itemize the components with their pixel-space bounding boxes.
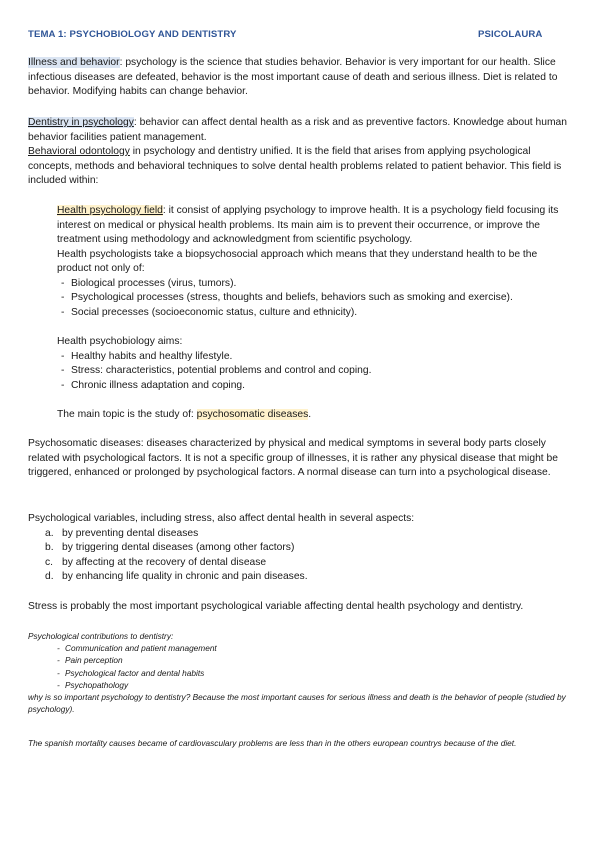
list-item: - Chronic illness adaptation and coping. <box>57 379 573 394</box>
aims-section <box>57 335 573 393</box>
approach-text: Health psychologists take a biopsychosocial approach which means that they understand health to be the product not only of: <box>57 248 538 274</box>
list-item: - Stress: characteristics, potential problems and control and coping. <box>57 364 573 379</box>
list-text: by preventing dental diseases <box>62 527 199 539</box>
health-field-text: : it consist of applying psychology to improve health. It is a psychology field focusing its interest on medical or physical health problems. Its main aim is to prevent their occurrence, or improve the treatment using methodology and acknowledgment from scientific psychology. <box>57 205 559 245</box>
list-marker: d. <box>45 571 54 582</box>
contributions-section <box>28 630 574 715</box>
contributions-list <box>28 642 574 691</box>
intro-text: : psychology is the science that studies behavior. Behavior is very important for our health. Slice infectious diseases are defeated, behavior is the most important cause of death and serious illness. Diet is related to behavior. Modifying habits can change behavior. <box>28 57 558 97</box>
list-marker: b. <box>45 542 54 553</box>
mortality-note: The spanish mortality causes became of cardiovasculary problems are less than in the others european countrys because of the diet. <box>28 738 517 748</box>
list-item <box>28 570 574 585</box>
list-item <box>28 556 574 571</box>
dentistry-text: : behavior can affect dental health as a risk and as preventive factors. Knowledge about human behavior facilities patient management. <box>28 117 567 143</box>
main-topic <box>57 408 573 423</box>
list-item: - Biological processes (virus, tumors). <box>57 277 573 292</box>
list-item: - Social precesses (socioeconomic status, culture and ethnicity). <box>57 306 573 321</box>
list-text: by enhancing life quality in chronic and pain diseases. <box>62 571 308 582</box>
list-item: - Psychological processes (stress, thoughts and beliefs, behaviors such as smoking and exercise). <box>57 291 573 306</box>
term-illness-behavior: Illness and behavior <box>28 57 120 68</box>
list-item: - Healthy habits and healthy lifestyle. <box>57 350 573 365</box>
aims-title: Health psychobiology aims: <box>57 336 183 347</box>
term-psychosomatic-diseases: psychosomatic diseases <box>196 409 309 420</box>
variables-intro: Psychological variables, including stress, also affect dental health in several aspects: <box>28 513 415 524</box>
intro-paragraph <box>28 56 574 100</box>
main-topic-prefix: The main topic is the study of: <box>57 409 197 420</box>
list-item <box>28 527 574 542</box>
variables-list <box>28 527 574 585</box>
document-title: TEMA 1: PSYCHOBIOLOGY AND DENTISTRY <box>28 29 237 40</box>
list-text: by affecting at the recovery of dental disease <box>62 556 267 568</box>
health-field-paragraph <box>57 204 573 320</box>
main-topic-suffix: . <box>308 409 312 420</box>
list-marker: a. <box>45 527 54 539</box>
contributions-title: Psychological contributions to dentistry: <box>28 631 174 641</box>
processes-list <box>57 277 573 321</box>
why-note: why is so important psychology to dentistry? Because the most important causes for serious illness and death is the behavior of people (studied by psychology). <box>28 692 566 715</box>
aims-list <box>57 350 573 394</box>
dentistry-paragraph <box>28 116 574 189</box>
odontology-text: in psychology and dentistry unified. It is the field that arises from applying psychological concepts, methods and behavioral techniques to solve dental health problems related to patient behavior. This field is included within: <box>28 146 562 186</box>
term-dentistry-psychology: Dentistry in psychology <box>28 117 134 128</box>
psychosomatic-paragraph: Psychosomatic diseases: diseases characterized by physical and medical symptoms in several body parts closely related with psychological factors. It is not a specific group of illnesses, it is rather any physical disease that might be triggered, enhanced or prolonged by psychological factors. A normal disease can turn into a psychological disease. <box>28 438 558 478</box>
list-item: - Psychological factor and dental habits <box>28 667 574 679</box>
list-item <box>28 541 574 556</box>
brand-name: PSICOLAURA <box>478 29 543 40</box>
term-behavioral-odontology: Behavioral odontology <box>28 146 130 157</box>
list-item: - Pain perception <box>28 654 574 666</box>
list-marker: c. <box>45 556 54 568</box>
list-item: - Communication and patient management <box>28 642 574 654</box>
list-text: by triggering dental diseases (among other factors) <box>62 542 295 553</box>
term-health-psychology-field: Health psychology field <box>57 205 163 216</box>
list-item: - Psychopathology <box>28 679 574 691</box>
variables-section <box>28 512 574 585</box>
stress-note: Stress is probably the most important psychological variable affecting dental health psychology and dentistry. <box>28 601 524 612</box>
